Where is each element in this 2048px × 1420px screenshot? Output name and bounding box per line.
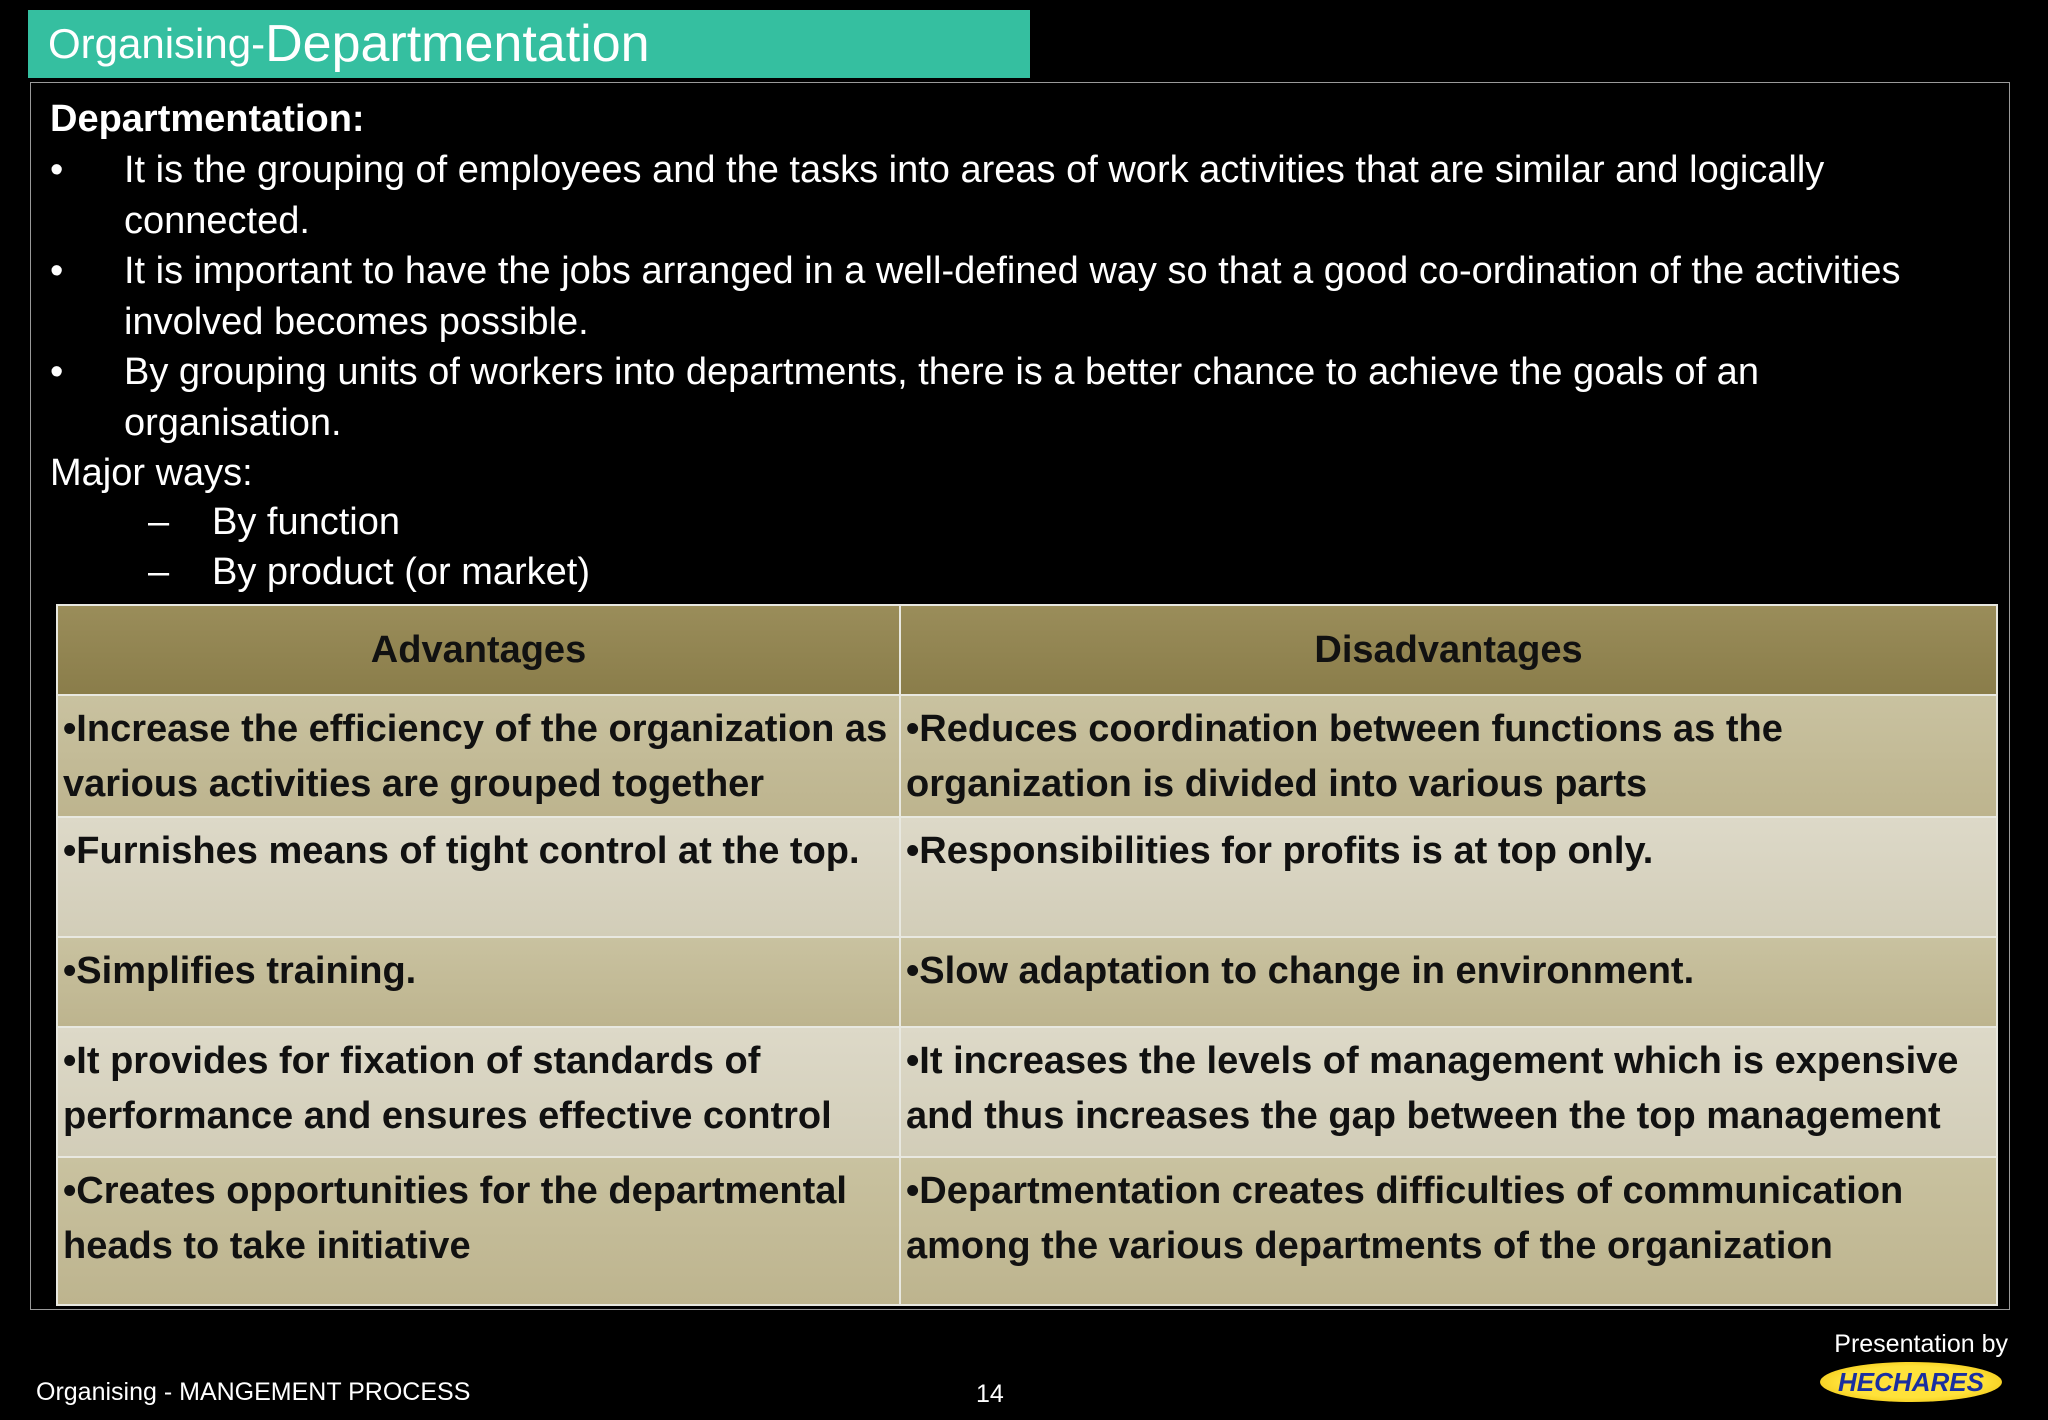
table-row (57, 937, 1997, 1027)
major-way-item (148, 497, 590, 547)
table-row (57, 1027, 1997, 1157)
advantage-cell: •Furnishes means of tight control at the top. (57, 817, 900, 937)
bullet-marker: • (50, 250, 64, 292)
major-ways-list (148, 497, 590, 597)
header-disadvantages: Disadvantages (900, 605, 1997, 695)
slide-title-prefix: Organising- (48, 20, 266, 67)
table-row (57, 695, 1997, 817)
advantage-cell: •Increase the efficiency of the organization as various activities are grouped together (57, 695, 900, 817)
cell-text: •It provides for fixation of standards of performance and ensures effective control (63, 1040, 832, 1137)
disadvantage-cell (900, 1027, 1997, 1157)
bullet-marker: • (50, 351, 64, 393)
major-ways-label: Major ways: (50, 452, 253, 494)
disadvantage-cell: •Slow adaptation to change in environment. (900, 937, 1997, 1027)
major-way-text: By function (212, 501, 400, 543)
advantage-cell (57, 1027, 900, 1157)
table-row (57, 1157, 1997, 1305)
cell-text: •It increases the levels of management which is expensive and thus increases the gap between the top management (906, 1040, 1959, 1137)
disadvantage-cell: •Responsibilities for profits is at top only. (900, 817, 1997, 937)
major-way-text: By product (or market) (212, 551, 590, 593)
bullet-item (50, 347, 1980, 448)
bullet-text: It is the grouping of employees and the tasks into areas of work activities that are similar and logically connected. (124, 149, 1825, 242)
bullet-text: It is important to have the jobs arranged in a well-defined way so that a good co-ordination of the activities involved becomes possible. (124, 250, 1901, 343)
disadvantage-cell: •Reduces coordination between functions as the organization is divided into various parts (900, 695, 1997, 817)
major-way-item (148, 547, 590, 597)
advantage-cell: •Simplifies training. (57, 937, 900, 1027)
slide-title-bar (28, 10, 1030, 78)
disadvantage-cell: •Departmentation creates difficulties of communication among the various departments of the organization (900, 1157, 1997, 1305)
bullet-marker: • (50, 149, 64, 191)
advantages-disadvantages-table (56, 604, 1998, 1306)
dash-marker: – (148, 551, 170, 593)
hechares-logo (1820, 1362, 2002, 1402)
advantage-cell: •Creates opportunities for the departmental heads to take initiative (57, 1157, 900, 1305)
presented-by-label: Presentation by (1834, 1330, 2008, 1358)
footer-title: Organising - MANGEMENT PROCESS (36, 1378, 471, 1406)
page-number: 14 (976, 1380, 1004, 1408)
table-row (57, 817, 1997, 937)
bullet-text: By grouping units of workers into departments, there is a better chance to achieve the goals of an organisation. (124, 351, 1759, 444)
table-header-row (57, 605, 1997, 695)
header-advantages: Advantages (57, 605, 900, 695)
bullet-list (50, 145, 1980, 448)
dash-marker: – (148, 501, 170, 543)
slide-title: Departmentation (265, 15, 650, 73)
section-heading: Departmentation: (50, 98, 365, 140)
logo-text: HECHARES (1838, 1366, 1984, 1397)
bullet-item (50, 145, 1980, 246)
bullet-item (50, 246, 1980, 347)
